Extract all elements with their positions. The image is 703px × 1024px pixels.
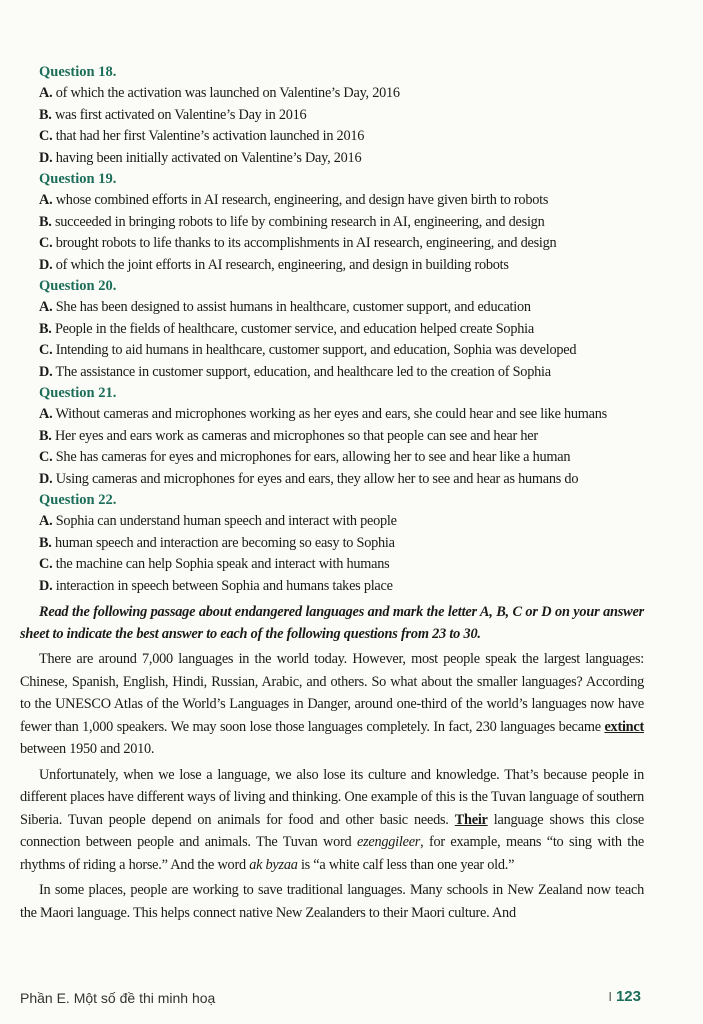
question-title: Question 20. bbox=[39, 278, 117, 294]
answer-option bbox=[39, 148, 644, 170]
option-text: She has been designed to assist humans in healthcare, customer support, and education bbox=[55, 299, 531, 315]
option-text: that had her first Valentine’s activation launched in 2016 bbox=[55, 128, 365, 144]
question-title: Question 18. bbox=[39, 64, 117, 80]
option-text: the machine can help Sophia speak and interact with humans bbox=[55, 556, 390, 572]
underlined-keyword: extinct bbox=[604, 718, 644, 735]
option-text: Using cameras and microphones for eyes and ears, they allow her to see and hear as humans do bbox=[55, 470, 579, 487]
answer-option bbox=[39, 319, 644, 341]
option-text: Without cameras and microphones working as her eyes and ears, she could hear and see like humans bbox=[55, 406, 607, 422]
option-text: Her eyes and ears work as cameras and microphones so that people can see and hear her bbox=[54, 427, 538, 444]
option-letter: D. bbox=[39, 149, 53, 166]
answer-option bbox=[39, 362, 644, 384]
foreign-word: ezenggileer bbox=[356, 834, 421, 850]
option-letter: C. bbox=[39, 128, 53, 144]
option-letter: B. bbox=[39, 106, 52, 123]
question-title: Question 22. bbox=[39, 492, 117, 508]
option-letter: B. bbox=[39, 213, 52, 230]
answer-option bbox=[39, 340, 644, 362]
question-block bbox=[20, 62, 644, 169]
underlined-keyword: Their bbox=[454, 811, 488, 828]
question-title: Question 19. bbox=[39, 171, 117, 187]
passage-paragraph bbox=[20, 764, 644, 877]
answer-option bbox=[39, 426, 644, 448]
option-letter: D. bbox=[39, 256, 53, 273]
passage-paragraph bbox=[20, 648, 644, 761]
option-letter: A. bbox=[39, 406, 53, 422]
option-text: succeeded in bringing robots to life by combining research in AI, engineering, and design bbox=[54, 213, 545, 230]
option-text: interaction in speech between Sophia and humans takes place bbox=[55, 577, 393, 594]
answer-option bbox=[39, 126, 644, 148]
option-text: of which the activation was launched on Valentine’s Day, 2016 bbox=[55, 85, 400, 101]
page-number-value: 123 bbox=[615, 988, 641, 1005]
option-letter: A. bbox=[39, 513, 53, 529]
option-letter: B. bbox=[39, 427, 52, 444]
option-text: Sophia can understand human speech and interact with people bbox=[55, 513, 397, 529]
question-title: Question 21. bbox=[39, 385, 117, 401]
option-letter: A. bbox=[39, 192, 53, 208]
answer-option bbox=[39, 233, 644, 255]
option-text: The assistance in customer support, education, and healthcare led to the creation of Sophia bbox=[55, 363, 551, 380]
question-block bbox=[20, 490, 644, 597]
footer-separator: I bbox=[608, 989, 612, 1004]
page-content bbox=[20, 62, 644, 924]
question-block bbox=[20, 383, 644, 490]
option-letter: A. bbox=[39, 299, 53, 315]
answer-option bbox=[39, 190, 644, 212]
option-text: She has cameras for eyes and microphones for ears, allowing her to see and hear like a human bbox=[55, 449, 571, 465]
passage-paragraph bbox=[20, 879, 644, 924]
option-letter: C. bbox=[39, 449, 53, 465]
option-letter: B. bbox=[39, 320, 52, 337]
option-text: of which the joint efforts in AI research, engineering, and design in building robots bbox=[55, 256, 509, 273]
option-letter: D. bbox=[39, 363, 53, 380]
footer-section-title: Phần E. Một số đề thi minh hoạ bbox=[20, 990, 216, 1006]
answer-option bbox=[39, 255, 644, 277]
passage-text: In some places, people are working to save traditional languages. Many schools in New Zealand now teach the Maori language. This helps connect native New Zealanders to their Maori culture. And bbox=[20, 882, 644, 921]
option-letter: D. bbox=[39, 577, 53, 594]
option-letter: D. bbox=[39, 470, 53, 487]
option-text: brought robots to life thanks to its accomplishments in AI research, engineering, and design bbox=[55, 235, 557, 251]
option-text: Intending to aid humans in healthcare, customer support, and education, Sophia was developed bbox=[55, 342, 577, 358]
option-text: was first activated on Valentine’s Day in 2016 bbox=[54, 106, 307, 123]
answer-option bbox=[39, 297, 644, 319]
passage-text: Unfortunately, when we lose a language, we also lose its culture and knowledge. That’s because people in different places have different ways of living and thinking. One example of this is the Tuvan language of southern Siberia. Tuvan people depend on animals for food and other basic needs. bbox=[20, 766, 644, 828]
answer-option bbox=[39, 404, 644, 426]
answer-option bbox=[39, 469, 644, 491]
option-text: People in the fields of healthcare, customer service, and education helped create Sophia bbox=[54, 320, 534, 337]
option-letter: C. bbox=[39, 556, 53, 572]
passage-text: between 1950 and 2010. bbox=[20, 741, 155, 757]
option-text: whose combined efforts in AI research, engineering, and design have given birth to robots bbox=[55, 192, 549, 208]
answer-option bbox=[39, 554, 644, 576]
foreign-word: ak byzaa bbox=[249, 856, 298, 873]
option-text: having been initially activated on Valentine’s Day, 2016 bbox=[55, 149, 362, 166]
option-letter: C. bbox=[39, 235, 53, 251]
answer-option bbox=[39, 105, 644, 127]
option-letter: A. bbox=[39, 85, 53, 101]
passage-text: is “a white calf less than one year old.” bbox=[297, 856, 515, 873]
option-text: human speech and interaction are becoming so easy to Sophia bbox=[54, 534, 395, 551]
passage-text: language shows this close connection between people and animals. The Tuvan word bbox=[20, 811, 644, 850]
passage-text: , for example, means “to sing with the rhythms of riding a horse.” And the word bbox=[20, 834, 644, 873]
option-letter: C. bbox=[39, 342, 53, 358]
answer-option bbox=[39, 212, 644, 234]
answer-option bbox=[39, 83, 644, 105]
page-number bbox=[608, 988, 641, 1005]
question-block bbox=[20, 276, 644, 383]
question-block bbox=[20, 169, 644, 276]
answer-option bbox=[39, 576, 644, 598]
passage-text: There are around 7,000 languages in the world today. However, most people speak the largest languages: Chinese, Spanish, English, Hindi, Russian, Arabic, and others. So what about the smaller languages? According to the UNESCO Atlas of the World’s Languages in Danger, around one-third of the world’s languages now have fewer than 1,000 speakers. We may soon lose those languages completely. In fact, 230 languages became bbox=[20, 651, 644, 735]
answer-option bbox=[39, 533, 644, 555]
answer-option bbox=[39, 447, 644, 469]
reading-instruction: Read the following passage about endangered languages and mark the letter A, B, C or D on your answer sheet to indicate the best answer to each of the following questions from 23 to 30. bbox=[20, 604, 644, 642]
answer-option bbox=[39, 511, 644, 533]
option-letter: B. bbox=[39, 534, 52, 551]
